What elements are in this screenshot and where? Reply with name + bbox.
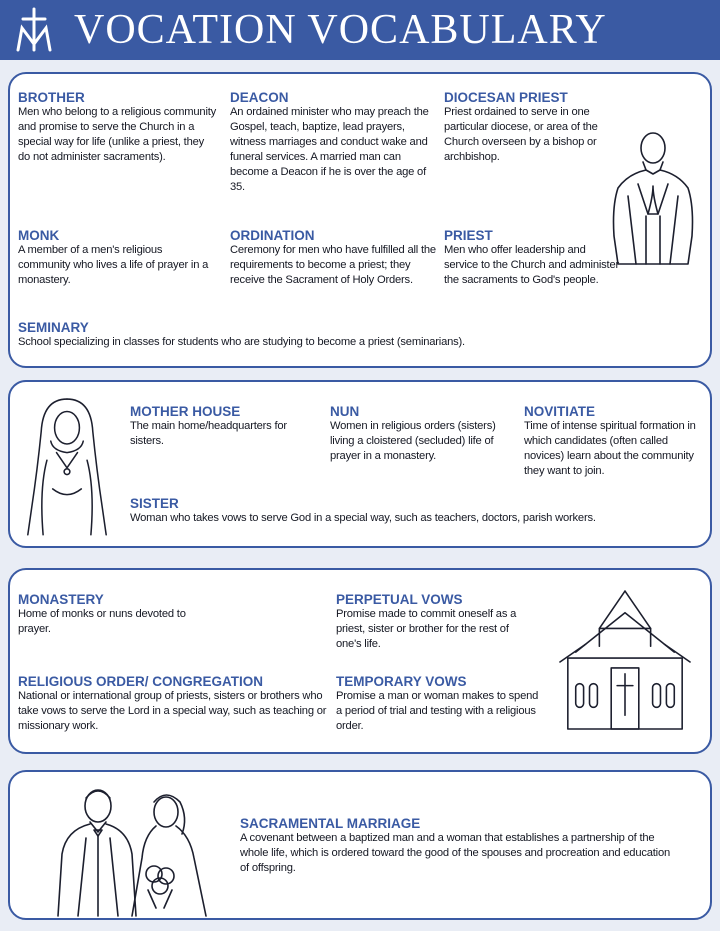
entry-nun xyxy=(330,404,506,464)
term: DIOCESAN PRIEST xyxy=(444,90,568,105)
term: BROTHER xyxy=(18,90,85,105)
term: RELIGIOUS ORDER/ CONGREGATION xyxy=(18,674,264,689)
church-icon xyxy=(556,586,694,736)
definition: Promise a man or woman makes to spend a period of trial and testing with a religious order. xyxy=(336,690,539,732)
term: ORDINATION xyxy=(230,228,315,243)
header-banner xyxy=(0,0,720,60)
term: SISTER xyxy=(130,496,179,511)
definition: Time of intense spiritual formation in which candidates (often called novices) learn about the community they want to join. xyxy=(524,420,696,477)
marriage-panel xyxy=(8,770,712,920)
definition: Promise made to commit oneself as a priest, sister or brother for the rest of one's life. xyxy=(336,608,517,650)
definition: Woman who takes vows to serve God in a special way, such as teachers, doctors, parish workers. xyxy=(130,512,596,524)
entry-ordination xyxy=(230,228,436,288)
definition: National or international group of priests, sisters or brothers who take vows to serve the Lord in a special way, such as teaching or missionary work. xyxy=(18,690,327,732)
definition: Women in religious orders (sisters) living a cloistered (secluded) life of prayer in a monastery. xyxy=(330,420,496,462)
definition: Ceremony for men who have fulfilled all the requirements to become a priest; they receive the Sacrament of Holy Orders. xyxy=(230,244,436,286)
term: SEMINARY xyxy=(18,320,89,335)
definition: Men who offer leadership and service to the Church and administer the sacraments to God's people. xyxy=(444,244,619,286)
term: MONASTERY xyxy=(18,592,104,607)
entry-sister xyxy=(130,496,704,526)
entry-temporary-vows xyxy=(336,674,546,734)
entry-monastery xyxy=(18,592,218,637)
sisters-panel xyxy=(8,380,712,548)
term: PRIEST xyxy=(444,228,493,243)
term: MOTHER HOUSE xyxy=(130,404,241,419)
definition: A covenant between a baptized man and a woman that establishes a partnership of the whole life, which is ordered toward the good of the spouses and procreation and education of offspring. xyxy=(240,832,670,874)
term: MONK xyxy=(18,228,60,243)
entry-monk xyxy=(18,228,214,288)
bride-and-groom-icon xyxy=(48,778,218,918)
religious-life-panel xyxy=(8,568,712,754)
definition: Priest ordained to serve in one particular diocese, or area of the Church overseen by a bishop or archbishop. xyxy=(444,106,598,163)
entry-sacramental-marriage xyxy=(240,816,680,876)
definition: The main home/headquarters for sisters. xyxy=(130,420,287,447)
entry-priest xyxy=(444,228,620,288)
entry-seminary xyxy=(18,320,698,350)
term: SACRAMENTAL MARRIAGE xyxy=(240,816,421,831)
clergy-panel xyxy=(8,72,712,368)
term: NUN xyxy=(330,404,360,419)
entry-diocesan-priest xyxy=(444,90,614,165)
term: NOVITIATE xyxy=(524,404,596,419)
definition: School specializing in classes for students who are studying to become a priest (seminarians). xyxy=(18,336,465,348)
definition: Men who belong to a religious community and promise to serve the Church in a special way for life (unlike a priest, they do not administer sacraments). xyxy=(18,106,217,163)
entry-perpetual-vows xyxy=(336,592,536,652)
definition: A member of a men's religious community who lives a life of prayer in a monastery. xyxy=(18,244,209,286)
term: PERPETUAL VOWS xyxy=(336,592,463,607)
praying-priest-icon xyxy=(608,126,698,266)
entry-religious-order xyxy=(18,674,328,734)
entry-mother-house xyxy=(130,404,316,449)
definition: An ordained minister who may preach the Gospel, teach, baptize, lead prayers, witness marriages and conduct wake and funeral services. A married man can become a Deacon if he is over the age of 35. xyxy=(230,106,429,193)
entry-deacon xyxy=(230,90,438,195)
marian-cross-m-icon xyxy=(12,6,56,54)
page-title: VOCATION VOCABULARY xyxy=(74,7,607,53)
term: DEACON xyxy=(230,90,289,105)
entry-novitiate xyxy=(524,404,704,479)
definition: Home of monks or nuns devoted to prayer. xyxy=(18,608,186,635)
entry-brother xyxy=(18,90,218,165)
nun-icon xyxy=(24,390,110,540)
term: TEMPORARY VOWS xyxy=(336,674,467,689)
